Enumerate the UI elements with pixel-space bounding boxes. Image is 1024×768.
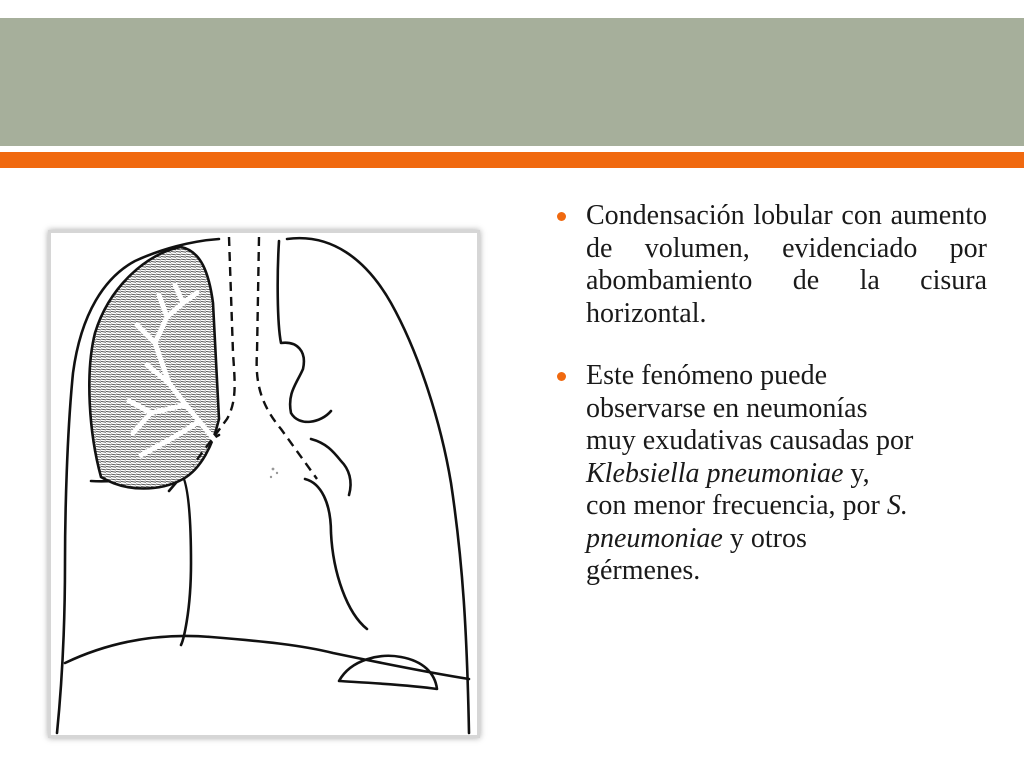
bullet-text: Condensación lobular con aumento de volumen, evidenciado por abombamiento de la cisura horizontal. bbox=[586, 200, 987, 329]
bullet-list bbox=[555, 200, 987, 588]
bullet-line bbox=[586, 490, 987, 523]
bullet-dot bbox=[557, 212, 566, 221]
bullet-text-fragment: con menor frecuencia, por bbox=[586, 490, 887, 521]
bullet-dot bbox=[557, 372, 566, 381]
species-name: S. bbox=[886, 490, 908, 521]
species-name: pneumoniae bbox=[586, 522, 723, 554]
bullet-line: Este fenómeno puede bbox=[586, 360, 828, 391]
header-band bbox=[0, 18, 1024, 146]
bullet-text-fragment: y otros bbox=[722, 522, 807, 554]
bullet-line: muy exudativas causadas por bbox=[586, 425, 914, 456]
species-name: Klebsiella pneumoniae bbox=[586, 457, 844, 489]
bullet-line bbox=[586, 458, 987, 491]
chest-xray-lung-diagram-icon bbox=[51, 233, 477, 735]
accent-band bbox=[0, 152, 1024, 168]
bullet-text-fragment: y, bbox=[843, 457, 870, 489]
bullet-item-1 bbox=[555, 200, 987, 330]
bullet-line: gérmenes. bbox=[586, 555, 701, 586]
bullet-line: observarse en neumonías bbox=[586, 392, 868, 424]
bullet-item-2 bbox=[555, 360, 987, 588]
lung-diagram-figure bbox=[48, 230, 480, 738]
bullet-line bbox=[586, 523, 987, 556]
